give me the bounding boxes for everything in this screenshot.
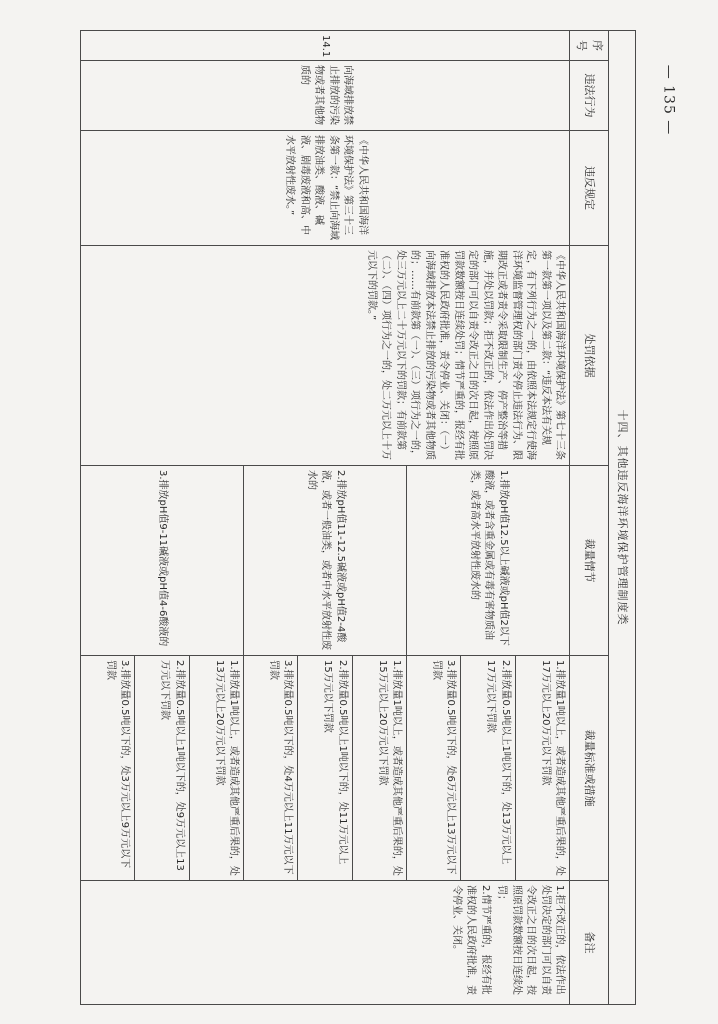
standard-cell: 2.排放量0.5吨以上1吨以下的，处13万元以上17万元以下罚款: [461, 656, 515, 881]
table-header-row: [570, 31, 609, 1005]
penalty-table: [80, 30, 636, 1005]
standard-cell: 3.排放量0.5吨以下的，处6万元以上13万元以下罚款: [407, 656, 461, 881]
table-title: 十四、其他违反海洋环境保护管理制度类: [609, 31, 636, 1005]
violation-cell: 向海域排放禁止排放的污染物或者其他物质的: [81, 61, 570, 131]
rotated-table-container: [80, 30, 636, 1004]
header-rule: 违反规定: [570, 131, 609, 246]
notes-cell: [81, 881, 570, 1005]
rotated-table-area: [80, 30, 636, 1004]
table-row: [515, 31, 569, 1005]
standard-cell: 3.排放量0.5吨以下的，处4万元以上11万元以下罚款: [244, 656, 298, 881]
basis-cell: 《中华人民共和国海洋环境保护法》第七十三条第一款第一项以及第二款：“违反本法有关规定，有下列行为之一的，由依照本法规定行使海洋环境监督管理权的部门责令停止违法行为、限期改正或者责令采取限制生产、停产整治等措施，并处以罚款；拒不改正的，依法作出处罚决定的部门可以自责令改正之日的次日起，按照原罚款数额按日连续处罚；情节严重的，报经有批准权的人民政府批准，责令停业、关闭：（一）向海域排放本法禁止排放的污染物或者其他物质的；……有前款第（一）、（三）项行为之一的，处三万元以上二十万元以下的罚款；有前款第（二）、（四）项行为之一的，处二万元以上十万元以下的罚款。”: [81, 246, 570, 466]
header-standard: 裁量标准或措施: [570, 656, 609, 881]
standard-cell: 2.排放量0.5吨以上1吨以下的，处9万元以上13万元以下罚款: [135, 656, 189, 881]
note-item: 2.情节严重的，报经有批准权的人民政府批准，责令停业、关闭。: [450, 885, 491, 995]
circumstance-cell: 2.排放pH值11-12.5碱液或pH值2-4酸液，或者一般油类，或者中水平放射性废水的: [244, 466, 407, 656]
rule-cell: 《中华人民共和国海洋环境保护法》第三十三条第一款：“禁止向海域排放油类、酸液、碱液、剧毒废液和高、中水平放射性废水。”: [81, 131, 570, 246]
standard-cell: 1.排放量1吨以上，或者造成其他严重后果的，处17万元以上20万元以下罚款: [515, 656, 569, 881]
header-notes: 备注: [570, 881, 609, 1005]
note-item: 1.拒不改正的，依法作出处罚决定的部门可以自责令改正之日的次日起，按照原罚款数额按日连续处罚；: [496, 885, 566, 995]
header-violation: 违法行为: [570, 61, 609, 131]
row-id: 14.1: [81, 31, 570, 61]
circumstance-cell: 3.排放pH值9-11碱液或pH值4-6酸液的: [81, 466, 244, 656]
standard-cell: 2.排放量0.5吨以上1吨以下的，处11万元以上15万元以下罚款: [298, 656, 352, 881]
header-basis: 处罚依据: [570, 246, 609, 466]
standard-cell: 1.排放量1吨以上，或者造成其他严重后果的，处13万元以上20万元以下罚款: [189, 656, 243, 881]
header-index: 序号: [570, 31, 609, 61]
header-circumstance: 裁量情节: [570, 466, 609, 656]
circumstance-cell: 1.排放pH值12.5以上碱液或pH值2以下酸液，或者含重金属或有毒有害物质油类，或者高水平放射性废水的: [407, 466, 570, 656]
standard-cell: 1.排放量1吨以上，或者造成其他严重后果的，处15万元以上20万元以下罚款: [352, 656, 406, 881]
page-number: — 135 —: [660, 64, 676, 136]
standard-cell: 3.排放量0.5吨以下的，处3万元以上9万元以下罚款: [81, 656, 135, 881]
